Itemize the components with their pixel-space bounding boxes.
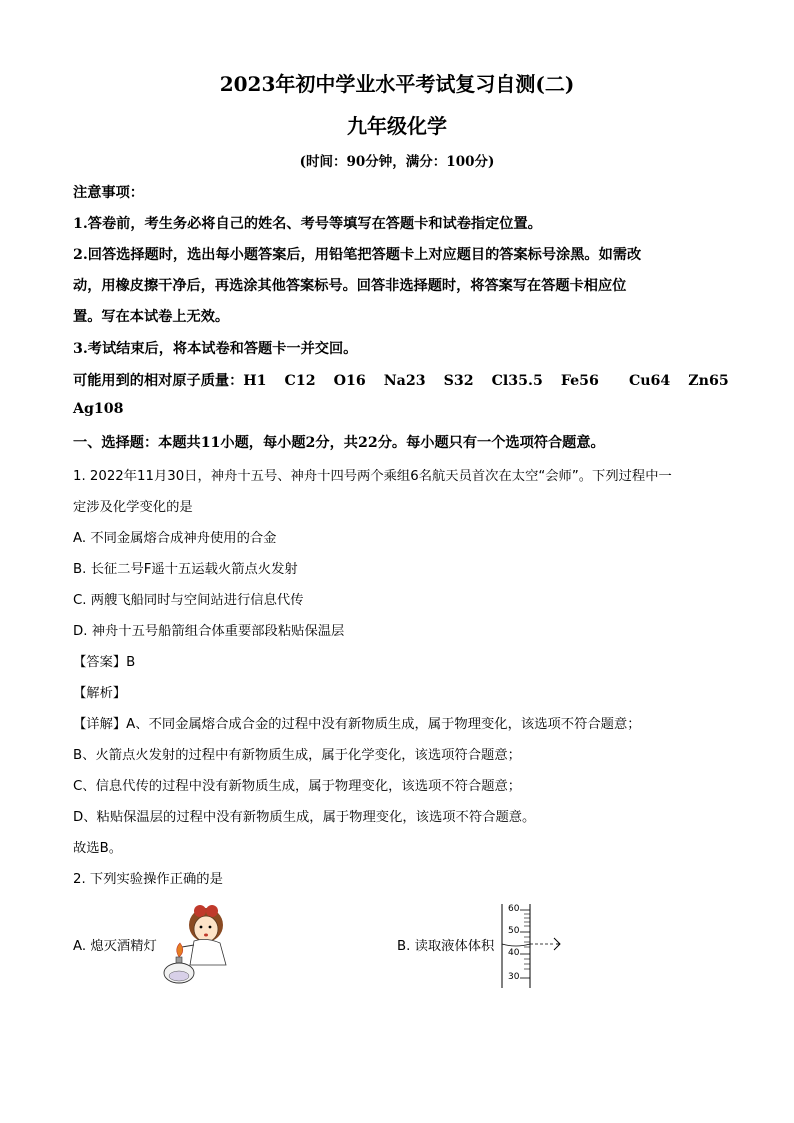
- q1-detail-c: C、信息代传的过程中没有新物质生成，属于物理变化，该选项不符合题意；: [73, 779, 522, 794]
- exam-time-info: (时间：90分钟，满分：100分): [299, 154, 495, 170]
- q1-answer: 【答案】B: [73, 655, 136, 670]
- alcohol-lamp-illustration-icon: [160, 903, 240, 985]
- cylinder-tick-40: 40: [508, 948, 520, 958]
- notes-heading: 注意事项：: [73, 185, 144, 201]
- atomic-mass-cl: Cl35.5: [491, 373, 543, 389]
- atomic-mass-zn: Zn65: [688, 373, 729, 389]
- q2-option-b: B. 读取液体体积: [397, 939, 495, 954]
- q1-option-b: B. 长征二号F遥十五运载火箭点火发射: [73, 562, 298, 577]
- q1-option-c: C. 两艘飞船同时与空间站进行信息代传: [73, 593, 304, 608]
- atomic-mass-line: [73, 370, 729, 390]
- note-line-3: 3.考试结束后，将本试卷和答题卡一并交回。: [73, 341, 358, 357]
- atomic-mass-ag: Ag108: [73, 401, 124, 417]
- note-line-2c: 置。写在本试卷上无效。: [73, 309, 230, 325]
- q1-detail-d: D、粘贴保温层的过程中没有新物质生成，属于物理变化，该选项不符合题意。: [73, 810, 536, 825]
- atomic-mass-na: Na23: [383, 373, 426, 389]
- q1-option-a: A. 不同金属熔合成神舟使用的合金: [73, 531, 277, 546]
- note-line-1: 1.答卷前，考生务必将自己的姓名、考号等填写在答题卡和试卷指定位置。: [73, 216, 542, 232]
- q1-detail-a: 【详解】A、不同金属熔合成合金的过程中没有新物质生成，属于物理变化，该选项不符合题意；: [73, 717, 641, 732]
- atomic-mass-label: 可能用到的相对原子质量：: [73, 373, 244, 389]
- cylinder-tick-30: 30: [508, 972, 520, 982]
- note-line-2a: 2.回答选择题时，选出每小题答案后，用铅笔把答题卡上对应题目的答案标号涂黑。如需改: [73, 247, 642, 263]
- q1-stem-b: 定涉及化学变化的是: [73, 500, 193, 515]
- q1-analysis-label: 【解析】: [73, 686, 127, 701]
- q2-stem: 2. 下列实验操作正确的是: [73, 872, 223, 887]
- atomic-mass-cu: Cu64: [628, 373, 671, 389]
- atomic-mass-h: H1: [243, 373, 267, 389]
- atomic-mass-s: S32: [443, 373, 474, 389]
- note-line-2b: 动，用橡皮擦干净后，再选涂其他答案标号。回答非选择题时，将答案写在答题卡相应位: [73, 278, 627, 294]
- exam-subject: 九年级化学: [347, 114, 447, 138]
- q1-detail-b: B、火箭点火发射的过程中有新物质生成，属于化学变化，该选项符合题意；: [73, 748, 521, 763]
- cylinder-tick-60: 60: [508, 904, 520, 914]
- q2-option-a: A. 熄灭酒精灯: [73, 939, 157, 954]
- q1-option-d: D. 神舟十五号船箭组合体重要部段粘贴保温层: [73, 624, 345, 639]
- q1-conclusion: 故选B。: [73, 841, 123, 856]
- q1-stem-a: 1. 2022年11月30日，神舟十五号、神舟十四号两个乘组6名航天员首次在太空“会师”。下列过程中一: [73, 469, 672, 484]
- exam-title: 2023年初中学业水平考试复习自测(二): [219, 72, 575, 96]
- cylinder-tick-50: 50: [508, 926, 520, 936]
- section-1-heading: 一、选择题：本题共11小题，每小题2分，共22分。每小题只有一个选项符合题意。: [73, 435, 605, 451]
- atomic-mass-o: O16: [333, 373, 366, 389]
- atomic-mass-fe: Fe56: [560, 373, 599, 389]
- atomic-mass-c: C12: [284, 373, 316, 389]
